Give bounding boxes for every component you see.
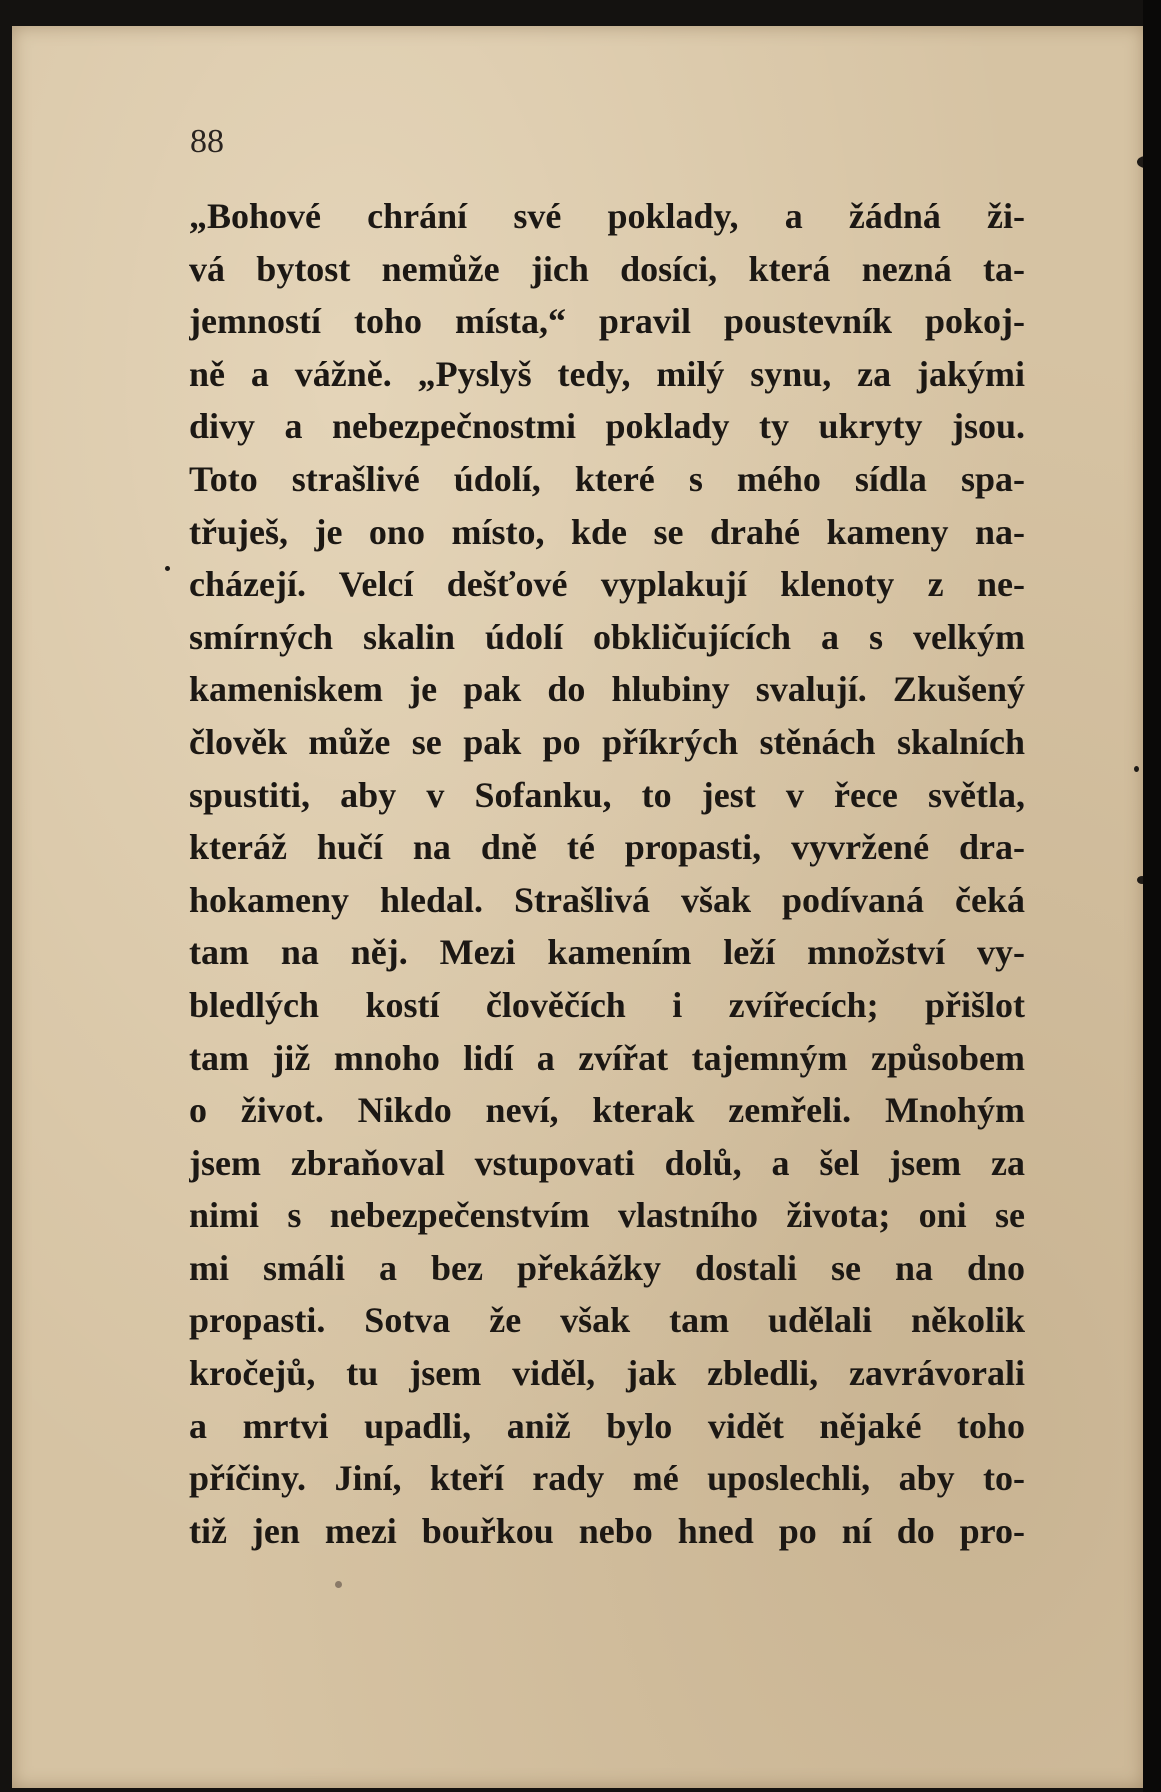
text-line: mi smáli a bez překážky dostali se na dno [189,1247,1025,1288]
ink-speck [165,566,170,571]
text-line: ně a vážně. „Pyslyš tedy, milý synu, za jakými [189,353,1025,394]
text-line: „Bohové chrání své poklady, a žádná ži- [189,196,1025,236]
text-line: tiž jen mezi bouřkou nebo hned po ní do pro- [189,1510,1025,1551]
text-line: tam již mnoho lidí a zvířat tajemným způsobem [189,1037,1025,1078]
page-edge-shadow [1143,0,1161,1792]
text-line: cházejí. Velcí dešťové vyplakují klenoty z ne- [189,564,1025,605]
text-line: kteráž hučí na dně té propasti, vyvržené dra- [189,827,1025,868]
text-line: o život. Nikdo neví, kterak zemřeli. Mnohým [189,1090,1025,1131]
text-line: kročejů, tu jsem viděl, jak zbledli, zavrávorali [189,1353,1025,1394]
text-line: propasti. Sotva že však tam udělali několik [189,1300,1025,1341]
text-line: bledlých kostí člověčích i zvířecích; přišlot [189,984,1025,1025]
text-line: vá bytost nemůže jich dosíci, která nezná ta- [189,248,1025,289]
text-line: tam na něj. Mezi kamením leží množství vy- [189,932,1025,973]
page-number: 88 [190,123,224,160]
text-line: smírných skalin údolí obkličujících a s velkým [189,616,1025,657]
text-line: příčiny. Jiní, kteří rady mé uposlechli, aby to- [189,1458,1025,1499]
text-line: člověk může se pak po příkrých stěnách skalních [189,721,1025,762]
ink-speck [1134,766,1139,772]
body-text [189,190,1025,1557]
text-line: spustiti, aby v Sofanku, to jest v řece světla, [189,774,1025,815]
text-line: kameniskem je pak do hlubiny svalují. Zkušený [189,669,1025,710]
text-line: třuješ, je ono místo, kde se drahé kameny na- [189,511,1025,552]
text-line: divy a nebezpečnostmi poklady ty ukryty jsou. [189,406,1025,447]
text-line: Toto strašlivé údolí, které s mého sídla spa- [189,458,1025,499]
text-line: a mrtvi upadli, aniž bylo vidět nějaké toho [189,1405,1025,1446]
text-line: jsem zbraňoval vstupovati dolů, a šel jsem za [189,1142,1025,1183]
text-line: hokameny hledal. Strašlivá však podívaná čeká [189,879,1025,920]
text-line: nimi s nebezpečenstvím vlastního života; oni se [189,1195,1025,1236]
text-line: jemností toho místa,“ pravil poustevník pokoj- [189,301,1025,342]
ink-speck [335,1581,342,1588]
